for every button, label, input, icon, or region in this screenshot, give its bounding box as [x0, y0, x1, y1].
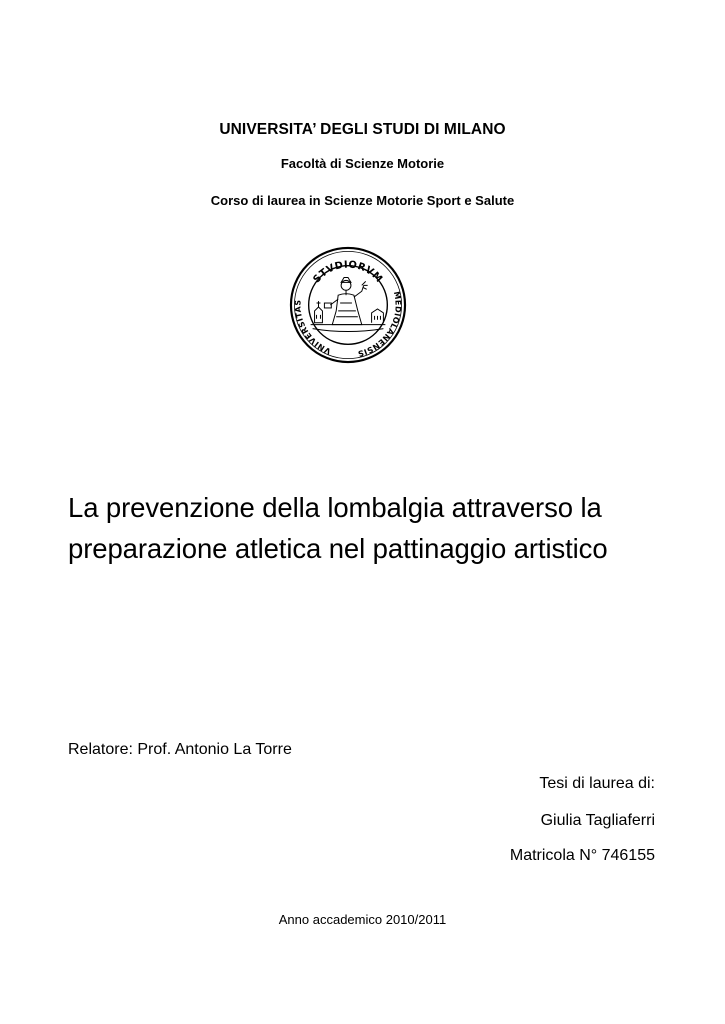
seal-text-right: MEDIOLANENSIS [356, 290, 403, 359]
seal-text-left: VNIVERSITAS [293, 299, 333, 356]
faculty-name: Facoltà di Scienze Motorie [280, 156, 445, 171]
author-name: Giulia Tagliaferri [540, 812, 655, 829]
thesis-title [68, 487, 688, 569]
thesis-title-line-1: La prevenzione della lombalgia attraverso la [68, 492, 602, 523]
advisor: Relatore: Prof. Antonio La Torre [68, 741, 292, 758]
thesis-of-label: Tesi di laurea di: [539, 775, 655, 792]
seal-text-top: STVDIORVM [311, 259, 385, 286]
course-name: Corso di laurea in Scienze Motorie Sport e Salute [210, 193, 515, 208]
thesis-title-line-2: preparazione atletica nel pattinaggio artistico [68, 533, 608, 564]
university-name: UNIVERSITA’ DEGLI STUDI DI MILANO [219, 121, 506, 138]
university-seal-icon [289, 246, 407, 364]
student-id: Matricola N° 746155 [509, 847, 655, 864]
academic-year: Anno accademico 2010/2011 [278, 912, 447, 927]
